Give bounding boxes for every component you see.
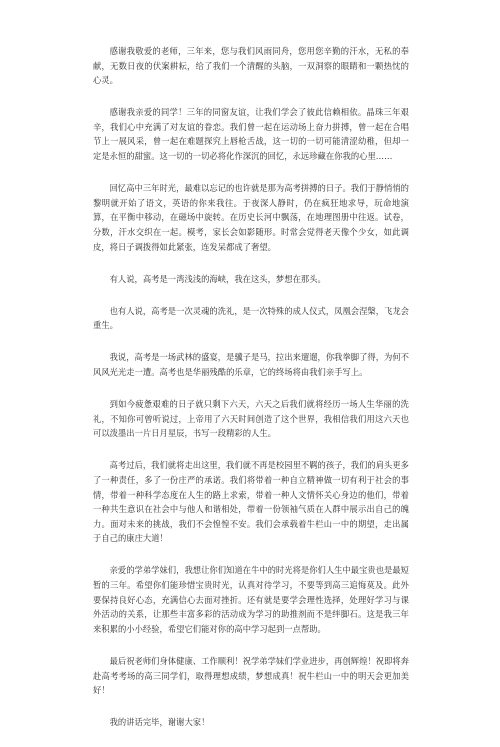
paragraph-strait: 有人说，高考是一湾浅浅的海峡，我在这头，梦想在那头。	[109, 273, 326, 284]
paragraph-six-days: 到如今疲惫艰难的日子就只剩下六天，六天之后我们就将经历一场人生华丽的洗礼，不知你可曾听说过，上帝用了六天时间创造了这个世界，我相信我们用这六天也可以泼墨出一片日月星辰，书写一段精彩的人生。	[93, 399, 409, 439]
paragraph-juniors: 亲爱的学弟学妹们，我想让你们知道在牛中的时光将是你们人生中最宝贵也是最短暂的三年。希望你们能珍惜宝贵时光，认真对待学习，不要等到高三追悔莫及。此外要保持良好心态，充满信心去面对挫折。还有就是要学会理性选择，处理好学习与课外活动的关系，让那些丰富多彩的活动成为学习的助推剂而不是绊脚石。这是我三年来积累的小小经验，希望它们能对你的高中学习起到一点帮助。	[93, 565, 410, 634]
paragraph-baptism: 也有人说，高考是一次灵魂的洗礼，是一次特殊的成人仪式，凤凰会涅槃，飞龙会重生。	[93, 305, 410, 331]
paragraph-memories: 回忆高中三年时光，最难以忘记的也许就是那为高考拼搏的日子。我们于静悄悄的黎明就开始了语文，英语的你来我往。于夜深人静时，仍在疯狂地求导，玩命地演算，在平衡中移动，在磁场中旋转。在历史长河中飘荡，在地理图册中往返。试卷，分数，汗水交织在一起。模考，家长会如影随形。时常会觉得老天像个少女，如此调皮，将日子调拨得如此紧张，连发呆都成了奢望。	[93, 183, 410, 252]
paragraph-feast: 我说，高考是一场武林的盛宴，是骥子是马，拉出来遛遛，你我拳脚了得，为何不风风光光走一遭。高考也是华丽残酷的乐章，它的终场将由我们亲手写上。	[93, 352, 410, 377]
paragraph-closing: 我的讲话完毕，谢谢大家！	[109, 717, 210, 728]
paragraph-thanks-classmates: 感谢我亲爱的同学！三年的同窗友谊，让我们学会了彼此信赖相依。晶珠三年艰辛，我们心中充满了对友谊的眷恋。我们曾一起在运动场上奋力拼搏，曾一起在合唱节上一展风采，曾一起在难题探究上唇枪舌战，这一切的一切可能清涩幼稚，但却一定是永恒的甜蜜。这一切的一切必将化作深沉的回忆，永远珍藏在你我的心里……	[93, 107, 409, 162]
document-body	[93, 44, 409, 747]
paragraph-thanks-teachers: 感谢我敬爱的老师，三年来，您与我们风雨同舟，您用您辛勤的汗水，无私的奉献，无数日夜的伏案耕耘，给了我们一个清醒的头脑，一双洞察的眼睛和一颗热忱的心灵。	[93, 46, 409, 86]
paragraph-after-exam: 高考过后，我们就将走出这里，我们就不再是校园里不羁的孩子，我们的肩头更多了一种责任，多了一份庄严的承诺。我们将带着一种自立精神做一切有利于社会的事情，带着一种科学态度在人生的路上求索，带着一种人文情怀关心身边的他们，带着一种共生意识在社会中与他人和谐相处，带着一份领袖气质在人群中展示出自己的魄力。面对未来的挑战，我们不会惶惶不安。我们会承载着牛栏山一中的期望，走出属于自己的康庄大道！	[93, 460, 410, 544]
paragraph-wishes: 最后祝老师们身体健康、工作顺利！祝学弟学妹们学业进步，再创辉煌！祝即将奔赴高考考场的高三同学们，取得理想成绩，梦想成真！祝牛栏山一中的明天会更加美好！	[93, 655, 410, 696]
